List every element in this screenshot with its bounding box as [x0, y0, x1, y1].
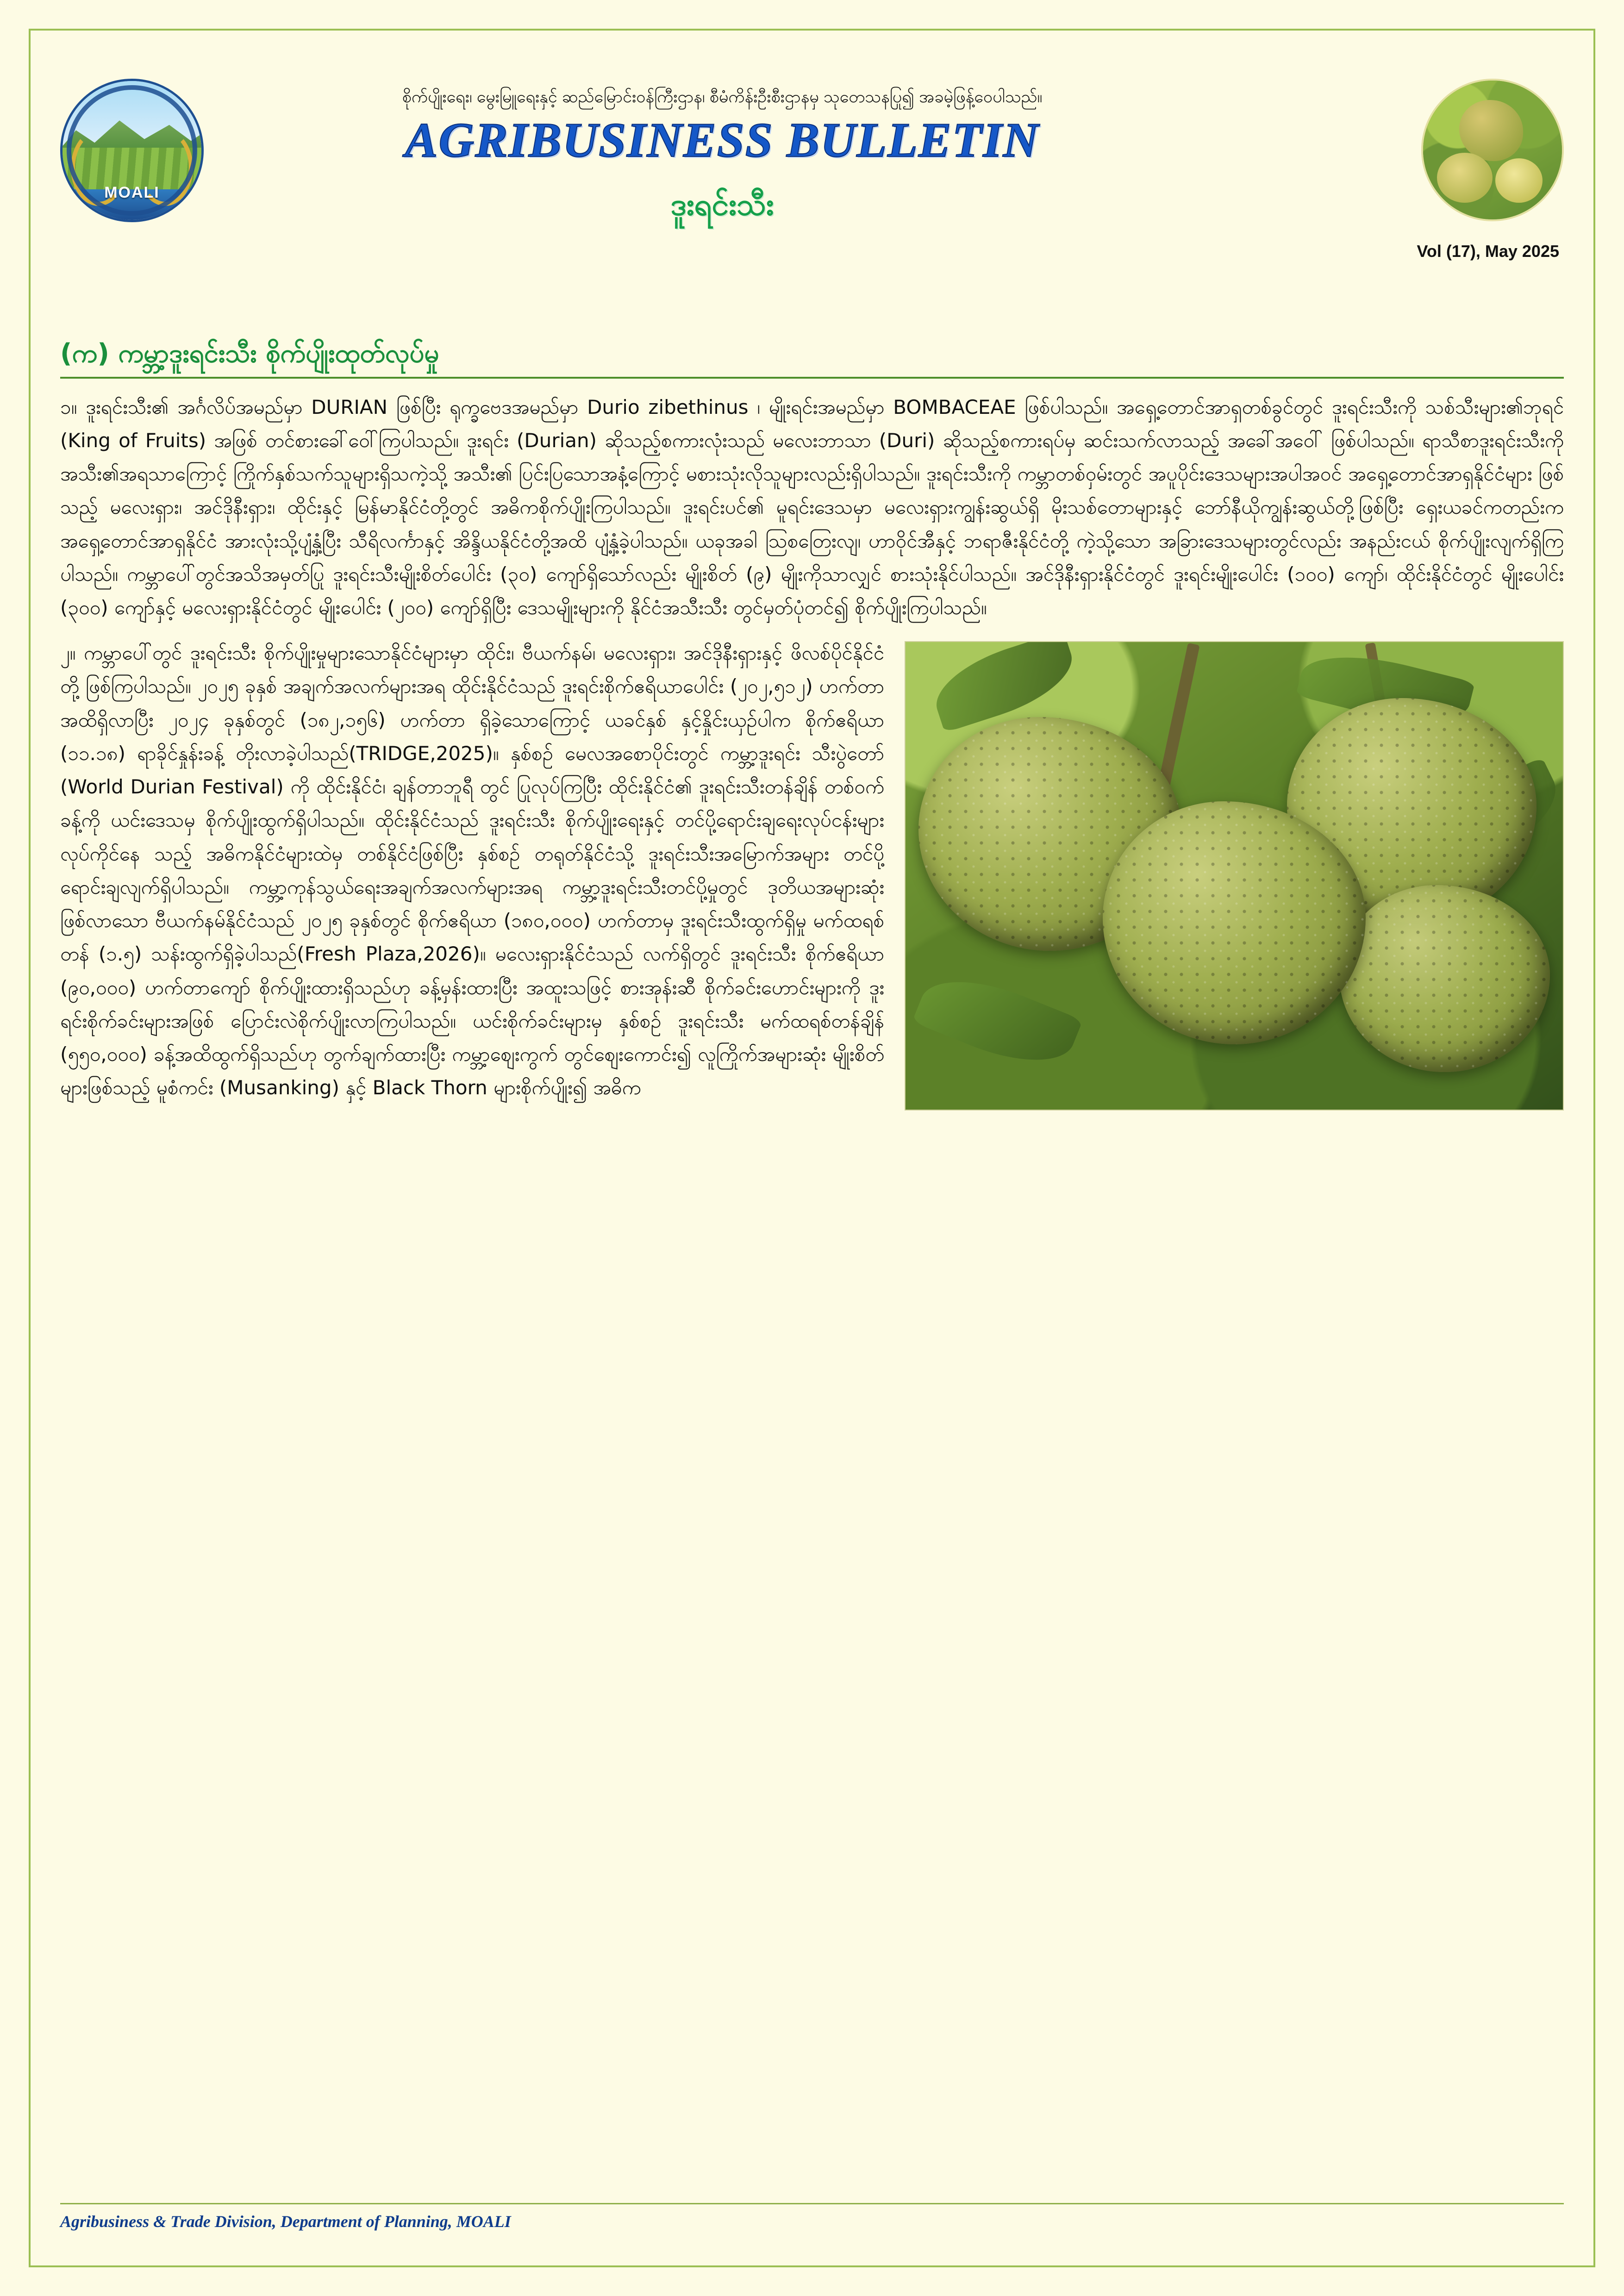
document-header — [60, 69, 1564, 329]
volume-label: Vol (17), May 2025 — [1417, 242, 1559, 261]
durian-fruit-4 — [1339, 885, 1549, 1072]
paragraph-2: ၂။ ကမ္ဘာပေါ်တွင် ဒူးရင်းသီး စိုက်ပျိုးမှုများသောနိုင်ငံများမှာ ထိုင်း၊ ဗီယက်နမ်၊ မလေးရှား၊ အင်ဒိုနီးရှားနှင့် ဖိလစ်ပိုင်နိုင်ငံတို့ ဖြစ်ကြပါသည်။ ၂၀၂၅ ခုနှစ် အချက်အလက်များအရ ထိုင်းနိုင်ငံသည် ဒူးရင်းစိုက်ဧရိယာပေါင်း (၂၀၂,၅၁၂) ဟက်တာ အထိရှိလာပြီး ၂၀၂၄ ခုနှစ်တွင် (၁၈၂,၁၅၆) ဟက်တာ ရှိခဲ့သောကြောင့် ယခင်နှစ် နှင့်နှိုင်းယှဉ်ပါက စိုက်ဧရိယာ (၁၁.၁၈) ရာခိုင်နှုန်းခန့် တိုးလာခဲ့ပါသည်(TRIDGE,2025)။ နှစ်စဉ် မေလအစောပိုင်းတွင် ကမ္ဘာ့ဒူးရင်း သီးပွဲတော် (World Durian Festival) ကို ထိုင်းနိုင်ငံ၊ ချန်တာဘူရီ တွင် ပြုလုပ်ကြပြီး ထိုင်းနိုင်ငံ၏ ဒူးရင်းသီးတန်ချိန် တစ်ဝက်ခန့်ကို ယင်းဒေသမှ စိုက်ပျိုးထွက်ရှိပါသည်။ ထိုင်းနိုင်ငံသည် ဒူးရင်းသီး စိုက်ပျိုးရေးနှင့် တင်ပို့ရောင်းချရေးလုပ်ငန်းများ လုပ်ကိုင်နေ သည့် အဓိကနိုင်ငံများထဲမှ တစ်နိုင်ငံဖြစ်ပြီး နှစ်စဉ် တရုတ်နိုင်ငံသို့ ဒူးရင်းသီးအမြောက်အများ တင်ပို့ရောင်းချလျက်ရှိပါသည်။ ကမ္ဘာ့ကုန်သွယ်ရေးအချက်အလက်များအရ ကမ္ဘာ့ဒူးရင်းသီးတင်ပို့မှုတွင် ဒုတိယအများဆုံးဖြစ်လာသော ဗီယက်နမ်နိုင်ငံသည် ၂၀၂၅ ခုနှစ်တွင် စိုက်ဧရိယာ (၁၈၀,၀၀၀) ဟက်တာမှ ဒူးရင်းသီးထွက်ရှိမှု မက်ထရစ်တန် (၁.၅) သန်းထွက်ရှိခဲ့ပါသည်(Fresh Plaza,2026)။ မလေးရှားနိုင်ငံသည် လက်ရှိတွင် ဒူးရင်းသီး စိုက်ဧရိယာ (၉၀,၀၀၀) ဟက်တာကျော် စိုက်ပျိုးထားရှိသည်ဟု ခန့်မှန်းထားပြီး အထူးသဖြင့် စားအုန်းဆီ စိုက်ခင်းဟောင်းများကို ဒူးရင်းစိုက်ခင်းများအဖြစ် ပြောင်းလဲစိုက်ပျိုးလာကြပါသည်။ ယင်းစိုက်ခင်းများမှ နှစ်စဉ် ဒူးရင်းသီး မက်ထရစ်တန်ချိန် (၅၅၀,၀၀၀) ခန့်အထိထွက်ရှိသည်ဟု တွက်ချက်ထားပြီး ကမ္ဘာ့စျေးကွက် တွင်စျေးကောင်း၍ လူကြိုက်အများဆုံး မျိုးစိတ်များဖြစ်သည့် မူစံကင်း (Musanking) နှင့် Black Thorn များစိုက်ပျိုး၍ အဓိက — [60, 642, 884, 1099]
durian-fruit-photo — [1421, 79, 1564, 221]
paragraph-1: ၁။ ဒူးရင်းသီး၏ အင်္ဂလိပ်အမည်မှာ DURIAN ဖြစ်ပြီး ရုက္ခဗေဒအမည်မှာ Durio zibethinus ၊ မျိုးရင်းအမည်မှာ BOMBACEAE ဖြစ်ပါသည်။ အရှေ့တောင်အာရှတစ်ခွင်တွင် ဒူးရင်းသီးကို သစ်သီးများ၏ဘုရင် (King of Fruits) အဖြစ် တင်စားခေါ်ဝေါ်ကြပါသည်။ ဒူးရင်း (Durian) ဆိုသည့်စကားလုံးသည် မလေးဘာသာ (Duri) ဆိုသည့်စကားရပ်မှ ဆင်းသက်လာသည့် အခေါ်အဝေါ် ဖြစ်ပါသည်။ ရာသီစာဒူးရင်းသီးကို အသီး၏အရသာကြောင့် ကြိုက်နှစ်သက်သူများရှိသကဲ့သို့ အသီး၏ ပြင်းပြသောအနံ့ကြောင့် မစားသုံးလိုသူများလည်းရှိပါသည်။ ဒူးရင်းသီးကို ကမ္ဘာတစ်ဝှမ်းတွင် အပူပိုင်းဒေသများအပါအဝင် အရှေ့တောင်အာရှနိုင်ငံများ ဖြစ်သည့် မလေးရှား၊ အင်ဒိုနီးရှား၊ ထိုင်းနှင့် မြန်မာနိုင်ငံတို့တွင် အဓိကစိုက်ပျိုးကြပါသည်။ ဒူးရင်းပင်၏ မူရင်းဒေသမှာ မလေးရှားကျွန်းဆွယ်ရှိ မိုးသစ်တောများနှင့် ဘော်နီယိုကျွန်းဆွယ်တို့ဖြစ်ပြီး ရှေးယခင်ကတည်းက အရှေ့တောင်အာရှနိုင်ငံ အားလုံးသို့ပျံ့နှံ့ပြီး သီရိလင်္ကာနှင့် အိန္ဒိယနိုင်ငံတို့အထိ ပျံ့နှံ့ခဲ့ပါသည်။ ယခုအခါ သြစတြေးလျ၊ ဟာဝိုင်အီနှင့် ဘရာဇီးနိုင်ငံတို့ ကဲ့သို့သော အခြားဒေသများတွင်လည်း အနည်းငယ် စိုက်ပျိုးလျက်ရှိကြပါသည်။ ကမ္ဘာပေါ်တွင်အသိအမှတ်ပြု ဒူးရင်းသီးမျိုးစိတ်ပေါင်း (၃၀) ကျော်ရှိသော်လည်း မျိုးစိတ် (၉) မျိုးကိုသာလျှင် စားသုံးနိုင်ပါသည်။ အင်ဒိုနီးရှားနိုင်ငံတွင် ဒူးရင်းမျိုးပေါင်း (၁၀၀) ကျော်၊ ထိုင်းနိုင်ငံတွင် မျိုးပေါင်း (၃၀၀) ကျော်နှင့် မလေးရှားနိုင်ငံတွင် မျိုးပေါင်း (၂၀၀) ကျော်ရှိပြီး ဒေသမျိုးများကို နိုင်ငံအသီးသီး တွင်မှတ်ပုံတင်၍ စိုက်ပျိုးကြပါသည်။ — [60, 395, 1564, 619]
document-subtitle: ဒူးရင်းသီး — [670, 187, 774, 222]
paragraph-2-block — [60, 636, 1564, 1104]
durian-tree-photo — [905, 641, 1564, 1111]
durian-shape-2 — [1437, 153, 1493, 203]
durian-fruit-2 — [1103, 801, 1366, 1044]
footer-divider — [60, 2203, 1564, 2204]
seal-label: MOALI — [104, 184, 160, 201]
document-footer — [60, 2203, 1564, 2231]
footer-text: Agribusiness & Trade Division, Department of Planning, MOALI — [60, 2212, 511, 2231]
bulletin-title: AGRIBUSINESS BULLETIN — [405, 113, 1040, 167]
section-divider — [60, 377, 1564, 379]
durian-shape-3 — [1495, 158, 1543, 203]
moali-seal-icon — [60, 79, 204, 222]
section-heading: (က) ကမ္ဘာ့ဒူးရင်းသီး စိုက်ပျိုးထုတ်လုပ်မှု — [60, 338, 439, 368]
ministry-line: စိုက်ပျိုးရေး၊ မွေးမြူရေးနှင့် ဆည်မြောင်းဝန်ကြီးဌာန၊ စီမံကိန်းဦးစီးဌာနမှ သုတေသနပြု၍ အခမဲ့ဖြန့်ဝေပါသည်။ — [402, 87, 1043, 106]
document-body — [60, 69, 1564, 1120]
